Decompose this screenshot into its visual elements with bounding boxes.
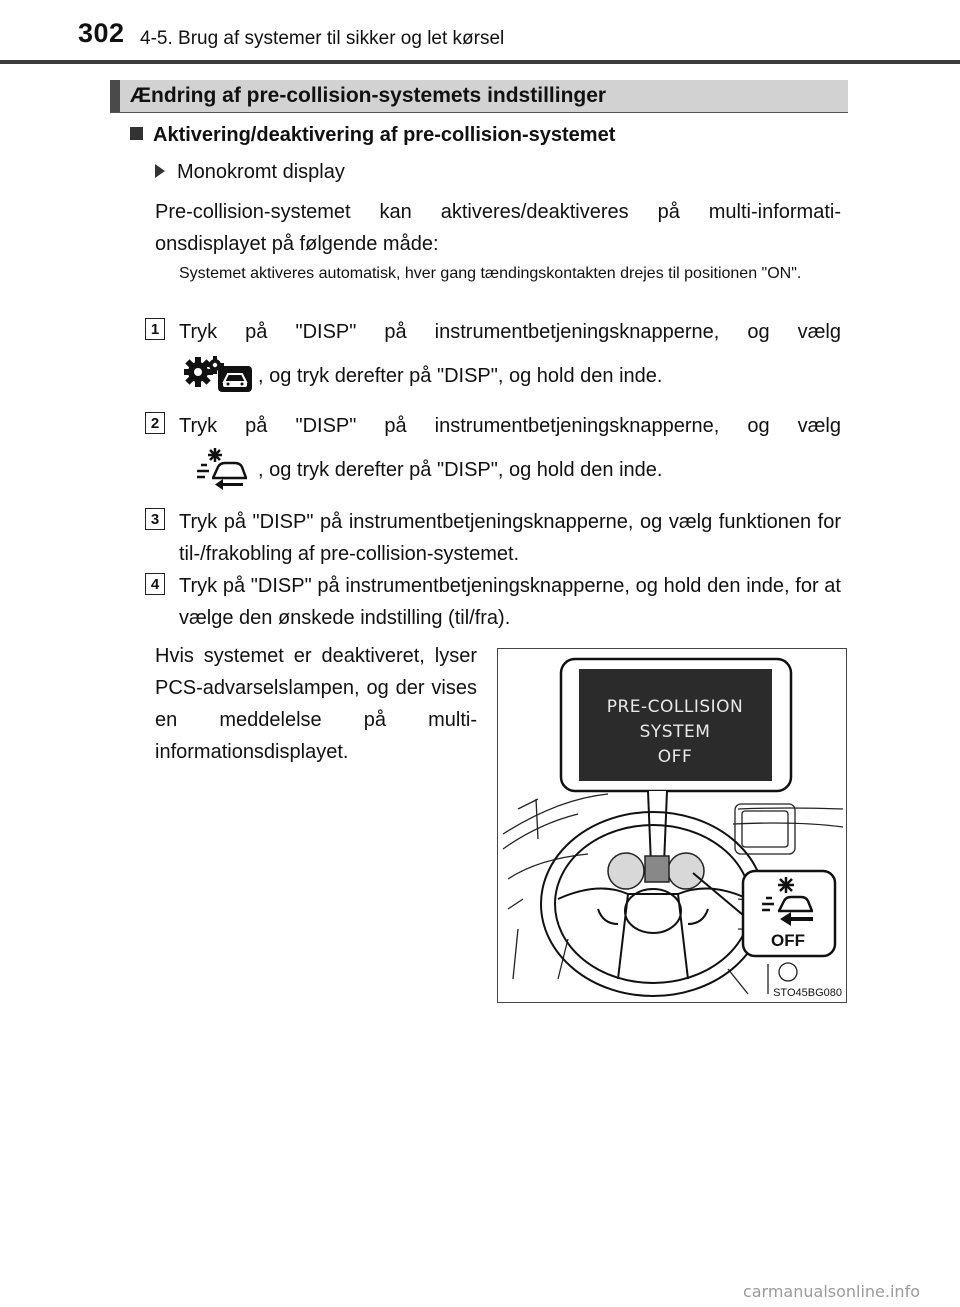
subsection-heading-text: Aktivering/deaktivering af pre-collision-systemet: [153, 124, 616, 146]
triangle-bullet-icon: [155, 164, 165, 178]
step-number-2: 2: [145, 412, 165, 434]
step-number-4: 4: [145, 573, 165, 595]
pcs-icon: [195, 445, 251, 496]
off-indicator-label: OFF: [771, 931, 805, 950]
figure-code: STO45BG080: [773, 987, 842, 999]
running-title: 4-5. Brug af systemer til sikker og let kørsel: [140, 28, 505, 49]
step-4-text: Tryk på "DISP" på instrumentbetjeningsknapperne, og hold den inde, for at vælge den ønskede indstilling (til/fra).: [179, 575, 841, 629]
step-3-text: Tryk på "DISP" på instrumentbetjeningsknapperne, og vælg funktionen for til-/frakobling af pre-collision-systemet.: [179, 511, 841, 565]
dashboard-drawing: [498, 649, 847, 1003]
settings-car-icon: [184, 354, 256, 399]
section-title: Ændring af pre-collision-systemets indstillinger: [130, 84, 607, 107]
display-line-2: SYSTEM: [639, 722, 711, 742]
display-line-1: PRE-COLLISION: [606, 697, 744, 717]
watermark: carmanualsonline.info: [742, 1282, 920, 1301]
step-number-1: 1: [145, 318, 165, 340]
section-tab-marker: [110, 80, 120, 112]
subsection-heading: [130, 124, 615, 147]
intro-paragraph: Pre-collision-systemet kan aktiveres/deaktiveres på multi-informati-onsdisplayet på følgende måde:: [155, 201, 841, 255]
square-bullet-icon: [130, 127, 143, 140]
outro-paragraph: Hvis systemet er deaktiveret, lyser PCS-advarselslampen, og der vises en meddelelse på multi-informationsdisplayet.: [155, 645, 477, 763]
step-1-text: Tryk på "DISP" på instrumentbetjeningsknapperne, og vælg: [179, 321, 841, 343]
display-type-heading: [155, 161, 345, 184]
header-rule: [0, 60, 960, 64]
step-2-text: Tryk på "DISP" på instrumentbetjeningsknapperne, og vælg: [179, 415, 841, 437]
step-number-3: 3: [145, 508, 165, 530]
step-2-text-continued: , og tryk derefter på "DISP", og hold den inde.: [258, 459, 663, 481]
pcs-illustration: [497, 648, 847, 1003]
section-title-bar: [110, 80, 848, 113]
note-paragraph: Systemet aktiveres automatisk, hver gang tændingskontakten drejes til positionen "ON".: [179, 265, 802, 282]
display-type-text: Monokromt display: [177, 161, 345, 183]
display-line-3: OFF: [657, 747, 693, 767]
step-1-text-continued: , og tryk derefter på "DISP", og hold den inde.: [258, 365, 663, 387]
page-number: 302: [78, 18, 125, 48]
